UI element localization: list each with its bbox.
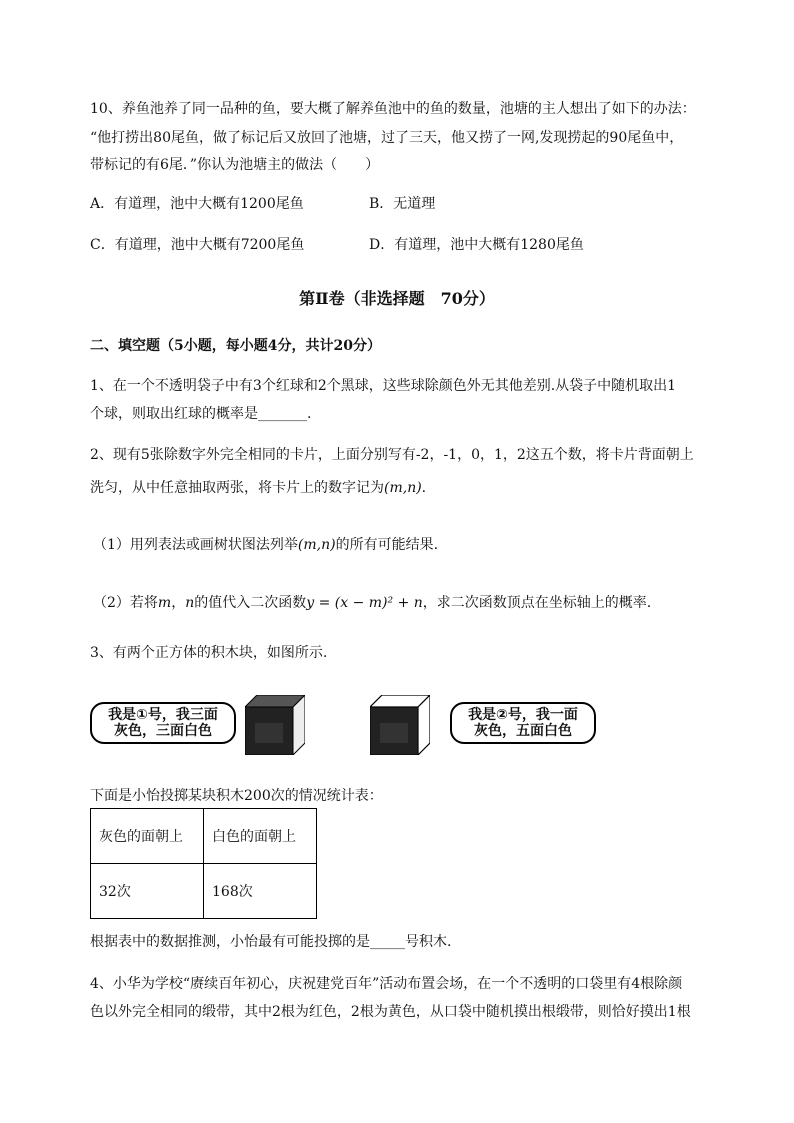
table-value-gray: 32次 bbox=[91, 864, 204, 919]
part2-title: 第Ⅱ卷（非选择题 70分） bbox=[299, 289, 495, 308]
q2-line2-end: . bbox=[421, 480, 427, 496]
table-value-white: 168次 bbox=[204, 864, 317, 919]
section2-title: 二、填空题（5小题，每小题4分，共计20分） bbox=[90, 338, 381, 354]
q10-option-a: A．有道理，池中大概有1200尾鱼 bbox=[90, 196, 304, 212]
q2-sub1-pair: (m,n) bbox=[297, 537, 336, 553]
q10-option-b: B．无道理 bbox=[369, 196, 436, 212]
q2-sub1 bbox=[93, 537, 743, 554]
q2-sub2-sep: ， bbox=[171, 595, 186, 611]
q3-line1: 3、有两个正方体的积木块，如图所示. bbox=[90, 645, 328, 661]
q10-line3: 带标记的有6尾．”你认为池塘主的做法（ ） bbox=[90, 157, 380, 173]
throw-statistics-table bbox=[90, 808, 317, 919]
q2-sub1-text: （1）用列表法或画树状图法列举 bbox=[93, 537, 298, 553]
q1-line2: 个球，则取出红球的概率是_______. bbox=[90, 406, 312, 422]
q4-line1: 4、小华为学校“赓续百年初心，庆祝建党百年”活动布置会场，在一个不透明的口袋里有4根除颜 bbox=[90, 976, 683, 992]
table-header-white: 白色的面朝上 bbox=[204, 809, 317, 864]
table-header-gray: 灰色的面朝上 bbox=[91, 809, 204, 864]
cube-figure bbox=[90, 690, 590, 760]
table-row bbox=[91, 864, 317, 919]
q10-option-d: D．有道理，池中大概有1280尾鱼 bbox=[369, 237, 584, 253]
q2-sub2 bbox=[93, 595, 743, 612]
cube1-speech-bubble bbox=[90, 702, 236, 744]
q10-option-c: C．有道理，池中大概有7200尾鱼 bbox=[90, 237, 305, 253]
bubble1-line1: 我是①号，我三面 bbox=[108, 707, 218, 723]
cube1-gray-icon bbox=[245, 695, 305, 755]
q2-sub2-end: ，求二次函数顶点在坐标轴上的概率. bbox=[422, 595, 652, 611]
q2-sub2-m: m bbox=[157, 595, 172, 611]
cube2-gray-icon bbox=[370, 695, 430, 755]
q4-line2: 色以外完全相同的缎带，其中2根为红色，2根为黄色，从口袋中随机摸出根缎带，则恰好摸出1根 bbox=[90, 1004, 691, 1020]
q2-line2 bbox=[90, 480, 740, 497]
q2-line2-text: 洗匀，从中任意抽取两张，将卡片上的数字记为 bbox=[90, 480, 384, 496]
bubble2-line2: 灰色，五面白色 bbox=[474, 723, 572, 739]
q2-sub1-end: 的所有可能结果. bbox=[335, 537, 439, 553]
q2-sub2-n: n bbox=[185, 595, 195, 611]
table-row bbox=[91, 809, 317, 864]
q10-line2: “他打捞出80尾鱼，做了标记后又放回了池塘，过了三天，他又捞了一网,发现捞起的90尾鱼中， bbox=[90, 130, 684, 146]
q2-pair: (m,n) bbox=[384, 480, 422, 496]
q1-line1: 1、在一个不透明袋子中有3个红球和2个黑球，这些球除颜色外无其他差别.从袋子中随机取出1 bbox=[90, 378, 677, 394]
q3-conclusion: 根据表中的数据推测，小怡最有可能投掷的是_____号积木. bbox=[90, 934, 452, 950]
q2-line1: 2、现有5张除数字外完全相同的卡片，上面分别写有-2，-1，0，1，2这五个数，将卡片背面朝上 bbox=[90, 447, 694, 463]
q2-sub2-func: y = (x − m)² + n bbox=[306, 595, 423, 611]
q3-table-intro: 下面是小怡投掷某块积木200次的情况统计表： bbox=[90, 788, 383, 804]
q2-sub2-mid: 的值代入二次函数 bbox=[194, 595, 307, 611]
bubble1-line2: 灰色，三面白色 bbox=[114, 723, 212, 739]
bubble2-line1: 我是②号，我一面 bbox=[468, 707, 578, 723]
q10-line1: 10、养鱼池养了同一品种的鱼，要大概了解养鱼池中的鱼的数量，池塘的主人想出了如下的办法： bbox=[90, 101, 696, 117]
q2-sub2-text: （2）若将 bbox=[93, 595, 158, 611]
cube2-speech-bubble bbox=[450, 702, 596, 744]
